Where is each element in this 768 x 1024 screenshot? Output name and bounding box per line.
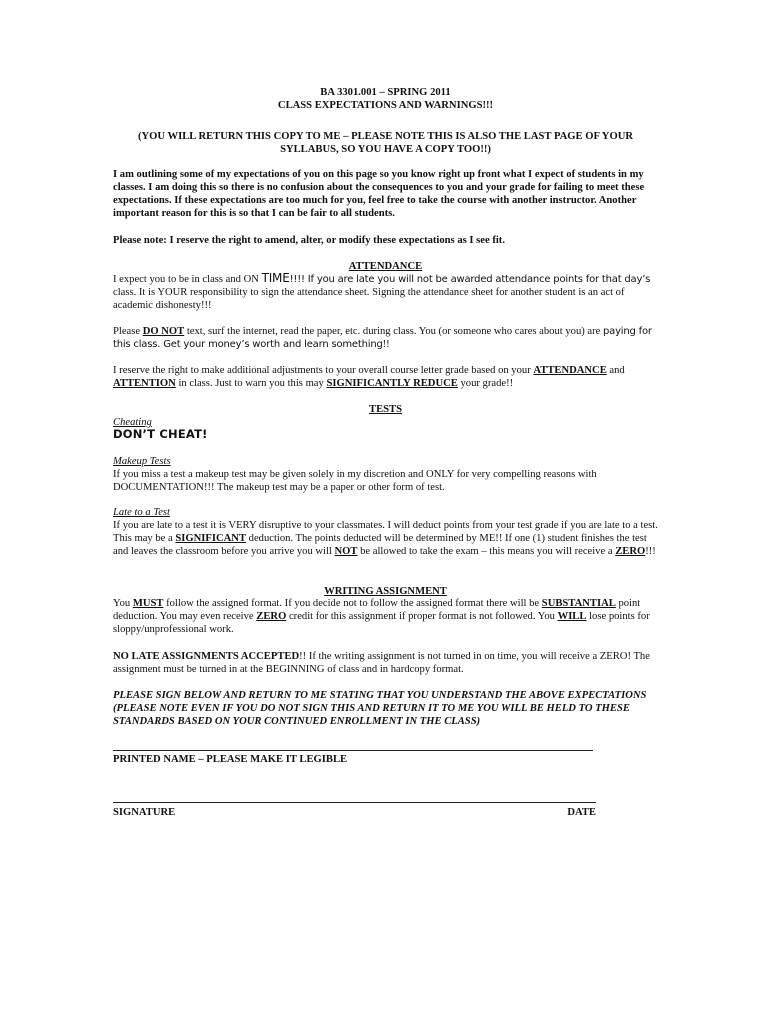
no-texting-text: text, surf the internet, read the paper, etc. during class. You (or someone who cares about you) are bbox=[184, 326, 603, 337]
makeup-label: Makeup Tests bbox=[113, 456, 171, 467]
attendance-emphasis: ATTENDANCE bbox=[533, 365, 607, 376]
late-text-b: deduction. The points deducted will be determined by ME!! If one (1) student finishes the test and leaves the classroom before you arrive you will bbox=[113, 533, 647, 558]
attendance-paragraph-2 bbox=[113, 325, 658, 351]
grade-text: your grade!! bbox=[457, 378, 514, 390]
substantial-emphasis: SUBSTANTIAL bbox=[541, 598, 616, 609]
will-emphasis: WILL bbox=[557, 611, 587, 623]
no-late-emphasis: NO LATE ASSIGNMENTS ACCEPTED bbox=[113, 651, 300, 662]
signature-label: SIGNATURE bbox=[113, 807, 176, 818]
makeup-text: If you miss a test a makeup test may be given solely in my discretion and ONLY for very compelling reasons with DOCUMENTATION!!! The makeup test may be a paper or other form of test. bbox=[113, 469, 597, 494]
and-text: and bbox=[606, 365, 625, 376]
credit-text: credit for this assignment if proper format is not followed. You bbox=[286, 611, 558, 623]
attendance-heading: ATTENDANCE bbox=[348, 261, 423, 272]
attendance-text-a: I expect you to be in class and ON bbox=[113, 274, 262, 285]
you-text: You bbox=[113, 598, 133, 609]
no-late-text: !! If the writing assignment is not turned in on time, you will receive a ZERO! The assignment must be turned in at the BEGINNING of class and in hardcopy format. bbox=[113, 651, 650, 676]
late-text-a: If you are late to a test it is VERY disruptive to your classmates. I will deduct points from your test grade if you are late to a test. This may be a bbox=[113, 520, 658, 545]
attendance-text-c: class. It is YOUR responsibility to sign the attendance sheet. Signing the attendance sheet for another student is an act of academic dishonesty!!! bbox=[113, 287, 625, 312]
tests-heading: TESTS bbox=[369, 404, 402, 415]
writing-heading: WRITING ASSIGNMENT bbox=[324, 586, 447, 597]
significant-emphasis: SIGNIFICANT bbox=[175, 533, 247, 545]
late-label: Late to a Test bbox=[113, 507, 171, 518]
reserve-note: Please note: I reserve the right to amend, alter, or modify these expectations as I see fit. bbox=[113, 235, 505, 246]
signature-line[interactable] bbox=[113, 802, 596, 803]
time-word: TIME bbox=[261, 271, 290, 285]
course-title bbox=[113, 86, 658, 112]
adjust-text: I reserve the right to make additional adjustments to your overall course letter grade based on your bbox=[113, 365, 534, 376]
sign-instructions: PLEASE SIGN BELOW AND RETURN TO ME STATING THAT YOU UNDERSTAND THE ABOVE EXPECTATIONS (PLEASE NOTE EVEN IF YOU DO NOT SIGN THIS AND RETURN IT TO ME YOU WILL BE HELD TO THESE STANDARDS BASED ON YOUR CONTINUED ENROLLMENT IN THE CLASS) bbox=[113, 690, 647, 728]
date-label: DATE bbox=[567, 807, 596, 818]
format-text: follow the assigned format. If you decide not to follow the assigned format there will be bbox=[163, 598, 542, 609]
attention-emphasis: ATTENTION bbox=[113, 378, 176, 390]
sloppy-text: lose points for sloppy/unprofessional work. bbox=[113, 611, 650, 636]
warn-text: in class. Just to warn you this may bbox=[175, 378, 327, 390]
return-note: (YOU WILL RETURN THIS COPY TO ME – PLEASE NOTE THIS IS ALSO THE LAST PAGE OF YOUR SYLLABUS, SO YOU HAVE A COPY TOO!!) bbox=[138, 131, 633, 156]
late-text-d: !!! bbox=[645, 546, 656, 558]
deduction-text: point deduction. You may even receive bbox=[113, 598, 641, 623]
late-text bbox=[113, 519, 658, 558]
printed-name-label: PRINTED NAME – PLEASE MAKE IT LEGIBLE bbox=[113, 754, 348, 765]
cheating-text: DON’T CHEAT! bbox=[113, 427, 208, 441]
reduce-emphasis: SIGNIFICANTLY REDUCE bbox=[326, 378, 458, 390]
signature-row bbox=[113, 806, 596, 819]
attendance-paragraph-3 bbox=[113, 364, 658, 390]
writing-paragraph-1 bbox=[113, 597, 658, 636]
zero-credit-emphasis: ZERO bbox=[256, 611, 287, 623]
course-code-line: BA 3301.001 – SPRING 2011 bbox=[320, 87, 451, 98]
not-emphasis: NOT bbox=[334, 546, 358, 558]
cheating-label: Cheating bbox=[113, 417, 152, 428]
attendance-paragraph-1 bbox=[113, 272, 658, 312]
please-text: Please bbox=[113, 326, 143, 337]
late-warning: !!!! If you are late you will not be awarded attendance points for that day’s bbox=[289, 274, 651, 285]
exclaim-text: !! bbox=[382, 339, 390, 351]
money-worth-text: paying for this class. Get your money’s worth and learn something bbox=[113, 326, 652, 351]
do-not-emphasis: DO NOT bbox=[142, 326, 185, 337]
zero-emphasis: ZERO bbox=[615, 546, 646, 558]
page-title: CLASS EXPECTATIONS AND WARNINGS!!! bbox=[277, 100, 494, 112]
late-text-c: be allowed to take the exam – this means you will receive a bbox=[357, 546, 616, 558]
must-emphasis: MUST bbox=[132, 598, 164, 609]
intro-paragraph: I am outlining some of my expectations of you on this page so you know right up front what I expect of students in my classes. I am doing this so there is no confusion about the consequences to you and your grade for failing to meet these expectations. If these expectations are too much for you, feel free to take the course with another instructor. Another important reason for this is so that I can be fair to all students. bbox=[113, 169, 645, 220]
writing-paragraph-2 bbox=[113, 650, 658, 676]
printed-name-line[interactable] bbox=[113, 750, 593, 751]
